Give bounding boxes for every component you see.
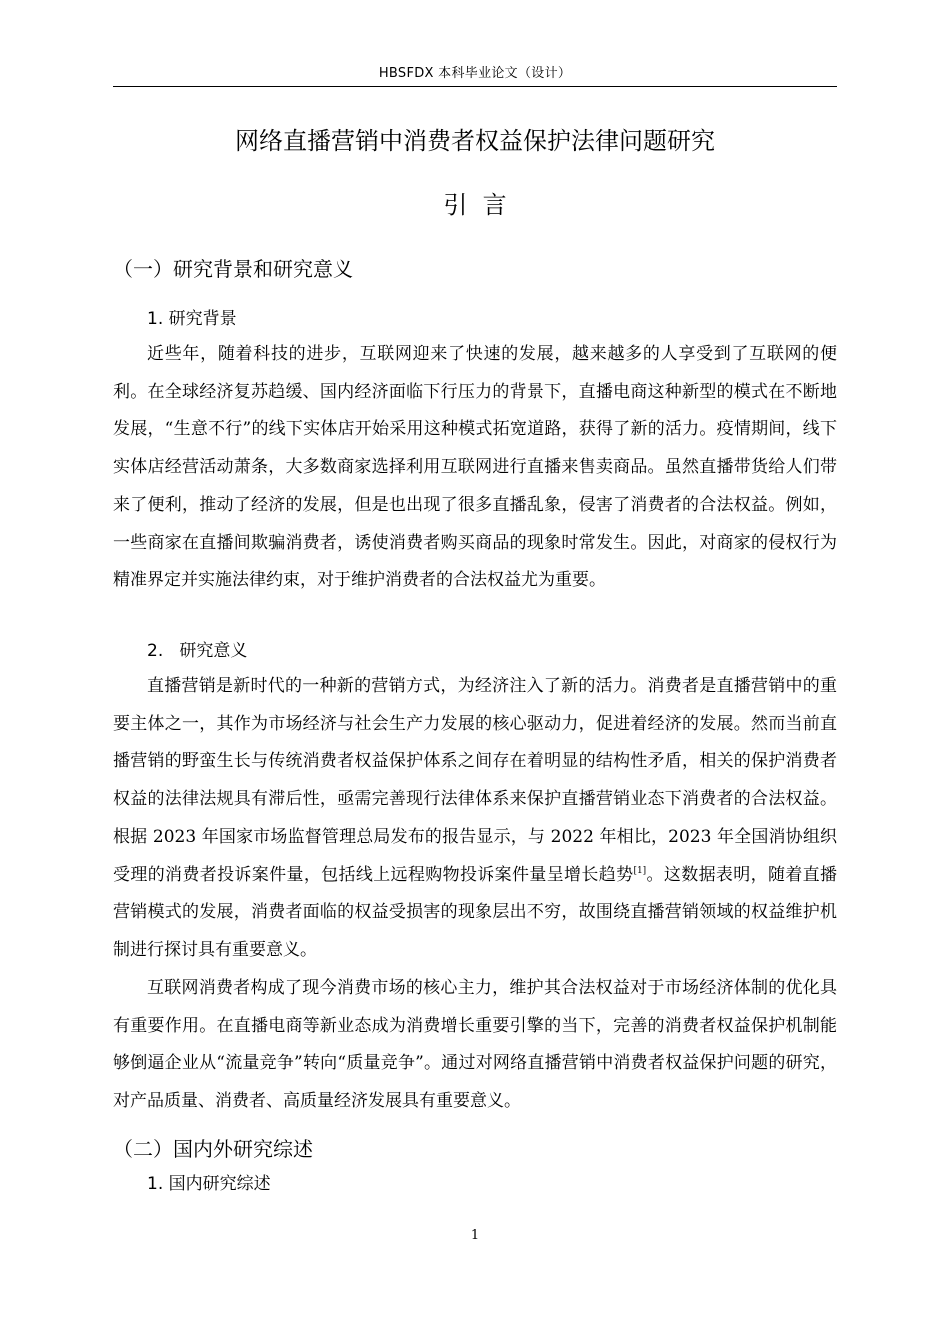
- paragraph-consumer-protection: 互联网消费者构成了现今消费市场的核心主力，维护其合法权益对于市场经济体制的优化具有重要作用。在直播电商等新业态成为消费增长重要引擎的当下，完善的消费者权益保护机制能够倒逼企业从“流量竞争”转向“质量竞争”。通过对网络直播营销中消费者权益保护问题的研究，对产品质量、消费者、高质量经济发展具有重要意义。: [113, 978, 837, 1112]
- citation-ref[interactable]: [1]: [633, 865, 647, 876]
- paragraph-research-background: 近些年，随着科技的进步，互联网迎来了快速的发展，越来越多的人享受到了互联网的便利。在全球经济复苏趋缓、国内经济面临下行压力的背景下，直播电商这种新型的模式在不断地发展，“生意不行”的线下实体店开始采用这种模式拓宽道路，获得了新的活力。疫情期间，线下实体店经营活动萧条，大多数商家选择利用互联网进行直播来售卖商品。虽然直播带货给人们带来了便利，推动了经济的发展，但是也出现了很多直播乱象，侵害了消费者的合法权益。例如，一些商家在直播间欺骗消费者，诱使消费者购买商品的现象时常发生。因此，对商家的侵权行为精准界定并实施法律约束，对于维护消费者的合法权益尤为重要。: [113, 344, 837, 591]
- running-header: HBSFDX 本科毕业论文（设计）: [378, 66, 572, 81]
- section-heading-background: （一）研究背景和研究意义: [113, 257, 353, 281]
- chapter-heading-text: 引 言: [443, 191, 507, 219]
- paragraph-text-after-citation: 。这数据表明，随着直播营销模式的发展，消费者面临的权益受损害的现象层出不穷，故围绕直播营销领域的权益维护机制进行探讨具有重要意义。: [113, 864, 838, 960]
- page-number: 1: [470, 1228, 480, 1243]
- header-divider: [113, 86, 837, 87]
- subsection-heading-research-background: 1. 研究背景: [147, 309, 237, 329]
- thesis-title: 网络直播营销中消费者权益保护法律问题研究: [235, 127, 715, 155]
- section-heading-literature-review: （二）国内外研究综述: [113, 1137, 313, 1161]
- subsection-heading-research-significance: 2. 研究意义: [147, 641, 248, 661]
- paragraph-research-significance: [113, 668, 837, 970]
- chapter-heading: [113, 188, 837, 222]
- subsection-heading-domestic-review: 1. 国内研究综述: [147, 1174, 271, 1194]
- paragraph-text-before-citation: 直播营销是新时代的一种新的营销方式，为经济注入了新的活力。消费者是直播营销中的重要主体之一，其作为市场经济与社会生产力发展的核心驱动力，促进着经济的发展。然而当前直播营销的野蛮生长与传统消费者权益保护体系之间存在着明显的结构性矛盾，相关的保护消费者权益的法律法规具有滞后性，亟需完善现行法律体系来保护直播营销业态下消费者的合法权益。根据 2023 年国家市场监督管理总局发布的报告显示，与 2022 年相比，2023 年全国消协组织受理的消费者投诉案件量，包括线上远程购物投诉案件量呈增长趋势: [113, 676, 837, 885]
